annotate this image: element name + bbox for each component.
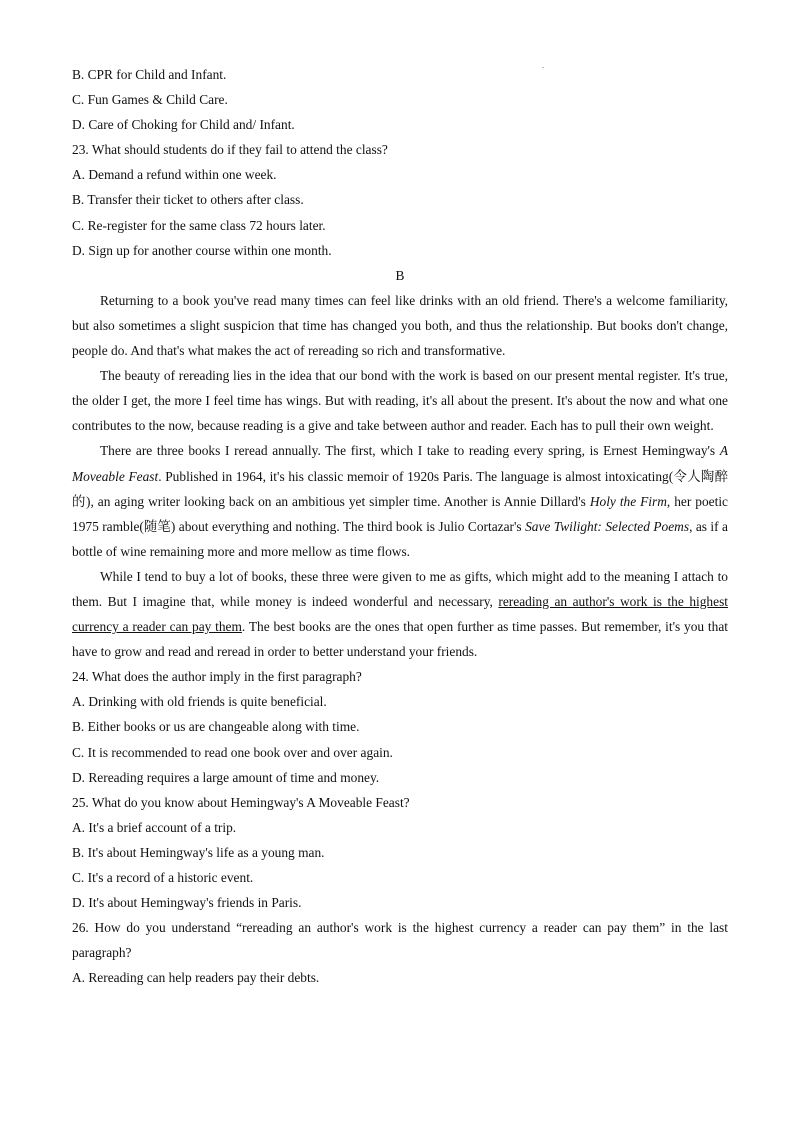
q23-option-b: B. Transfer their ticket to others after class.	[72, 192, 304, 208]
book-title-moveable-feast: A Moveable Feast	[72, 443, 728, 484]
section-label: B	[395, 267, 405, 283]
p4-text-1: While I tend to buy a lot of books, these three were given to me as gifts, which might add to the meaning I attach to them. But I imagine that, while money is indeed wonderful and necessary,	[72, 568, 728, 609]
q24-option-b: B. Either books or us are changeable along with time.	[72, 719, 360, 735]
q26-question: 26. How do you understand “rereading an author's work is the highest currency a reader can pay them” in the last paragraph?	[72, 920, 728, 961]
passage-paragraph-4	[72, 564, 728, 664]
q22-option-b: B. CPR for Child and Infant.	[72, 67, 227, 82]
q24-question: 24. What does the author imply in the first paragraph?	[72, 669, 362, 685]
q24-option-a: A. Drinking with old friends is quite beneficial.	[72, 694, 327, 710]
p3-text-2: . Published in 1964, it's his classic memoir of 1920s Paris. The language is almost intoxicating(令人陶醉的), an aging writer looking back on an ambitious yet simpler time. Another is Annie Dillard's	[72, 468, 729, 509]
q25-option-a: A. It's a brief account of a trip.	[72, 819, 237, 835]
p3-text-3: , her poetic 1975 ramble(随笔) about everything and nothing. The third book is Julio Cortazar's	[72, 493, 729, 534]
q25-option-d: D. It's about Hemingway's friends in Paris.	[72, 895, 302, 911]
book-title-holy-the-firm: Holy the Firm	[589, 493, 667, 509]
book-title-save-twilight: Save Twilight: Selected Poems	[525, 518, 690, 534]
q25-option-b: B. It's about Hemingway's life as a young man.	[72, 844, 325, 860]
passage-paragraph-2: The beauty of rereading lies in the idea that our bond with the work is based on our present mental register. It's true, the older I get, the more I feel time has wings. But with reading, it's all about the present. It's about the now and what one contributes to the now, because reading is a give and take between author and reader. Each has to pull their own weight.	[72, 368, 728, 434]
q26-option-a: A. Rereading can help readers pay their debts.	[72, 970, 320, 986]
q22-option-d: D. Care of Choking for Child and/ Infant.	[72, 117, 295, 133]
passage-paragraph-3	[72, 438, 728, 563]
underlined-phrase: rereading an author's work is the highest currency a reader can pay them	[72, 593, 728, 635]
q23-option-a: A. Demand a refund within one week.	[72, 167, 277, 183]
passage-paragraph-1: Returning to a book you've read many times can feel like drinks with an old friend. There's a welcome familiarity, but also sometimes a slight suspicion that time has changed you both, and thus the relationship. But books don't change, people do. And that's what makes the act of rereading so rich and transformative.	[72, 292, 728, 359]
q23-option-c: C. Re-register for the same class 72 hours later.	[72, 217, 326, 233]
p4-text-2: . The best books are the ones that open further as time passes. But remember, it's you that have to grow and read and reread in order to better understand your friends.	[72, 619, 728, 660]
q25-option-c: C. It's a record of a historic event.	[72, 870, 254, 885]
q25-question: 25. What do you know about Hemingway's A Moveable Feast?	[72, 794, 410, 810]
q23-question: 23. What should students do if they fail to attend the class?	[72, 142, 388, 158]
q23-option-d: D. Sign up for another course within one month.	[72, 242, 332, 258]
q24-option-d: D. Rereading requires a large amount of time and money.	[72, 769, 380, 785]
exam-page	[72, 62, 728, 990]
q22-option-c: C. Fun Games & Child Care.	[72, 92, 228, 108]
p3-text-4: , as if a bottle of wine remaining more and more mellow as time flows.	[72, 518, 728, 559]
p3-text-1: There are three books I reread annually. The first, which I take to reading every spring, is Ernest Hemingway's	[100, 443, 720, 459]
q24-option-c: C. It is recommended to read one book over and over again.	[72, 744, 393, 760]
